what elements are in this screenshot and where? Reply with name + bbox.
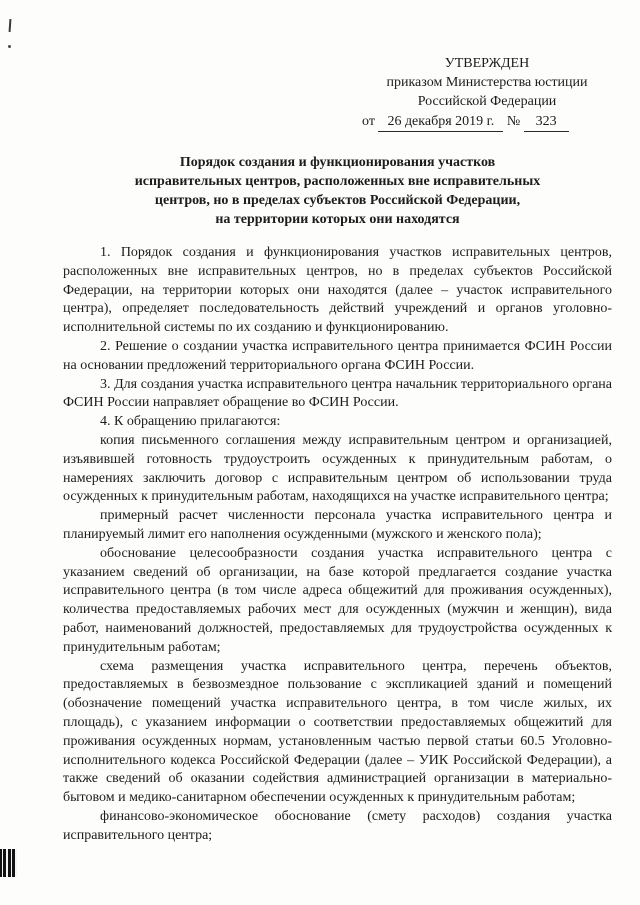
approval-line-order: приказом Министерства юстиции [386,75,588,90]
title-line-4: на территории которых они находятся [215,212,460,227]
paragraph-7: обоснование целесообразности создания участка исправительного центра с указанием сведений об организации, на базе которой предлагается создание участка исправительного центра (в том числе адреса общежитий для проживания осужденных), количества предоставляемых рабочих мест для осужденных (мужчин и женщин), вида работ, наименований должностей, предоставляемых для трудоустройства осужденных к принудительным работам; [63,545,612,655]
scan-artifact-top-left [9,19,12,32]
scan-artifact-barcode [0,849,17,877]
paragraph-1: 1. Порядок создания и функционирования участков исправительных центров, расположенных вне исправительных центров, но в пределах субъектов Российской Федерации, на территории которых они находятся (далее – участок исправительного центра), определяет последовательность действий учреждений и органов уголовно-исполнительной системы по их созданию и функционированию. [63,245,612,336]
document-title [63,153,612,229]
approval-date: 26 декабря 2019 г. [378,112,503,132]
paragraph-6: примерный расчет численности персонала участка исправительного центра и планируемый лимит его наполнения осужденными (мужского и женского пола); [63,508,612,542]
paragraph-5: копия письменного соглашения между исправительным центром и организацией, изъявившей готовность трудоустроить осужденных к принудительным работам, о намерениях заключить договор с исправительным центром об использовании труда осужденных к принудительным работам, находящихся на участке исправительного центра; [63,432,612,505]
title-line-1: Порядок создания и функционирования участков [179,155,496,170]
paragraph-9: финансово-экономическое обоснование (смету расходов) создания участка исправительного центра; [63,808,612,843]
title-line-2: исправительных центров, расположенных вне исправительных [134,174,541,189]
paragraph-4: 4. К обращению прилагаются: [100,414,281,430]
document-body [63,244,612,846]
paragraph-2: 2. Решение о создании участка исправительного центра принимается ФСИН России на основании предложений территориального органа ФСИН России. [63,338,612,373]
approval-line-federation: Российской Федерации [417,94,557,109]
paragraph-8: схема размещения участка исправительного центра, перечень объектов, предоставляемых в безвозмездное пользование с экспликацией зданий и помещений (обозначение помещений участка исправительного центра, в том числе жилых, их площадь), с указанием информации о соответствии предоставляемых общежитий для проживания осужденных нормам, установленным частью первой статьи 60.5 Уголовно-исполнительного кодекса Российской Федерации (далее – УИК Российской Федерации), а также сведений об оказании содействия администрацией организации в материально-бытовом и медико-санитарном обеспечении осужденных к принудительным работам; [63,658,612,806]
date-prefix: от [362,114,375,129]
title-line-3: центров, но в пределах субъектов Российской Федерации, [154,193,521,208]
approval-date-line [362,112,612,132]
paragraph-3: 3. Для создания участка исправительного центра начальник территориального органа ФСИН России направляет обращение во ФСИН России. [63,376,612,411]
approval-number: 323 [524,112,569,132]
approval-line-approved: УТВЕРЖДЕН [444,56,530,71]
document-content [63,54,612,846]
scan-artifact-dot [8,45,11,48]
number-sign: № [506,114,521,129]
approval-block [362,54,612,132]
